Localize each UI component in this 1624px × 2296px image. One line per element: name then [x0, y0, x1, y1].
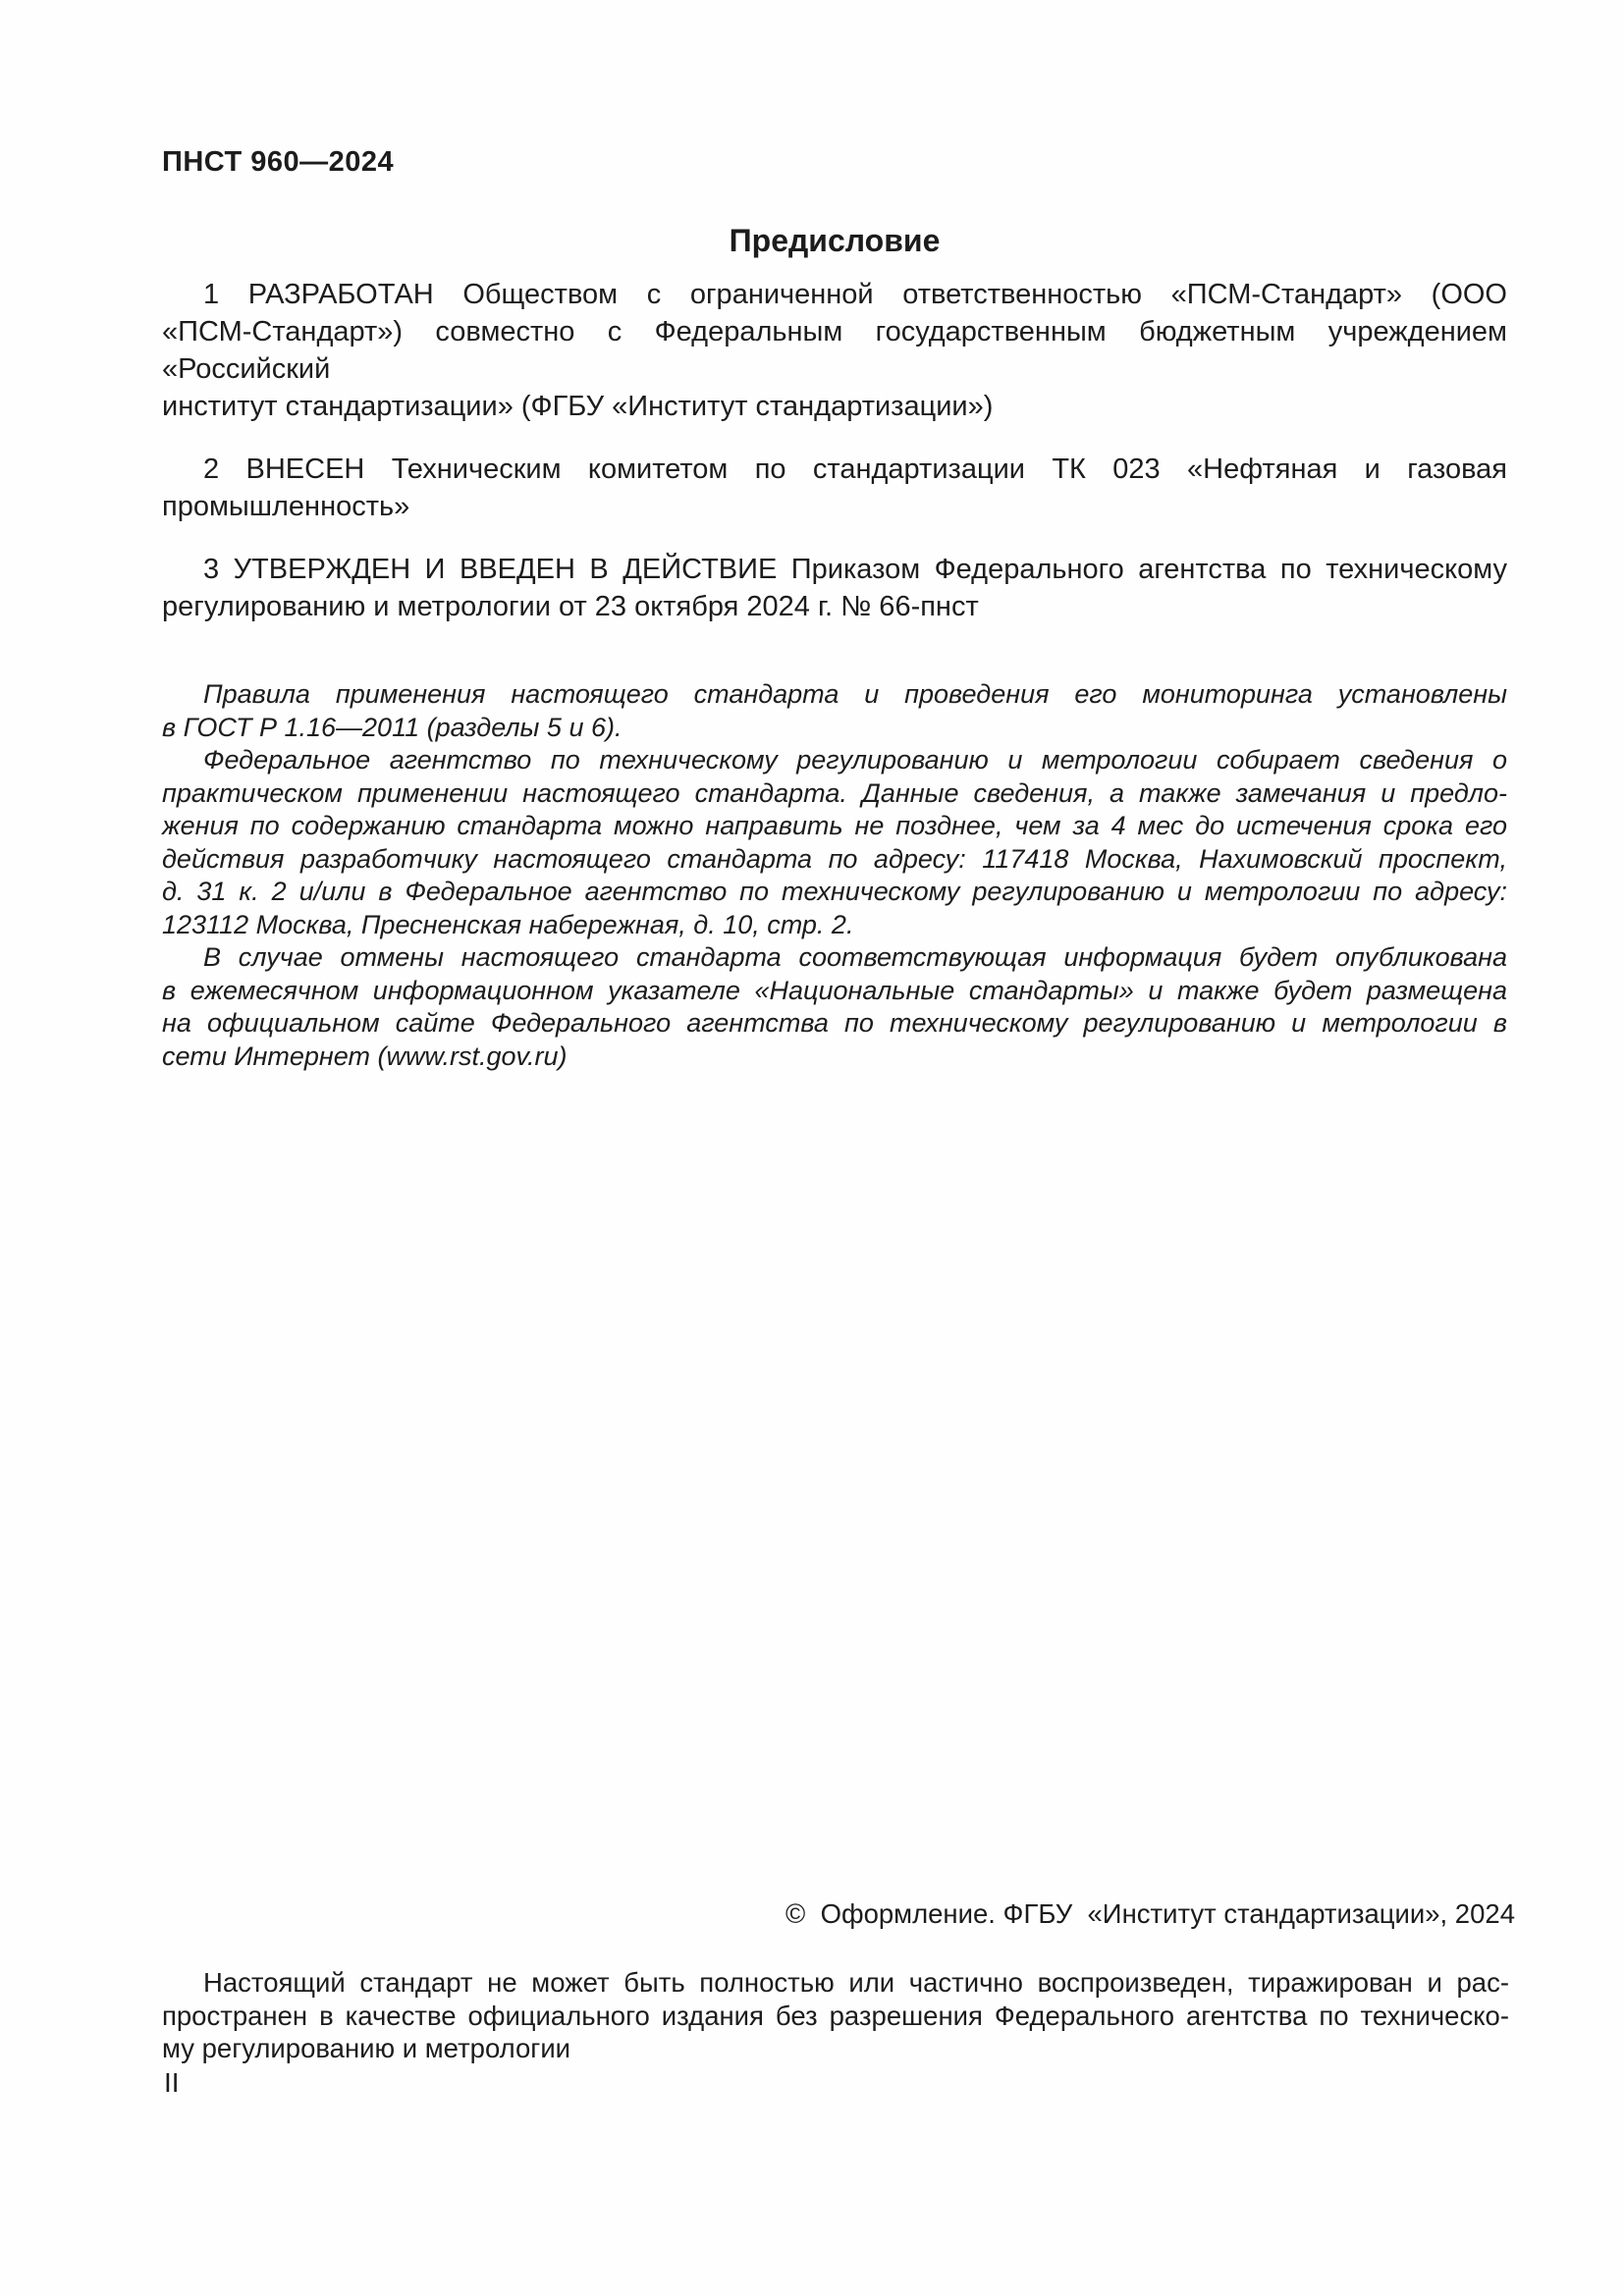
text-line: «ПСМ-Стандарт») совместно с Федеральным государственным бюджетным учреждением «Российский [162, 316, 1507, 385]
text-line: действия разработчику настоящего стандарта по адресу: 117418 Москва, Нахимовский проспект, [162, 843, 1507, 874]
paragraph [162, 551, 1507, 625]
text-line: 3 УТВЕРЖДЕН И ВВЕДЕН В ДЕЙСТВИЕ Приказом Федерального агентства по техническому [203, 554, 1507, 585]
text-line: Правила применения настоящего стандарта и проведения его мониторинга установлены [203, 679, 1507, 709]
text-line: институт стандартизации» (ФГБУ «Институт стандартизации») [162, 391, 994, 422]
text-line: 2 ВНЕСЕН Техническим комитетом по стандартизации ТК 023 «Нефтяная и газовая [203, 454, 1507, 485]
text-line: в ежемесячном информационном указателе «Национальные стандарты» и также будет размещена [162, 975, 1507, 1005]
document-code: ПНСТ 960—2024 [162, 146, 395, 178]
text-line: 1 РАЗРАБОТАН Обществом с ограниченной ответственностью «ПСМ-Стандарт» (ООО [203, 279, 1507, 310]
restriction-section [162, 1966, 1509, 2065]
text-line: 123112 Москва, Пресненская набережная, д. 10, стр. 2. [162, 909, 854, 939]
text-line: регулированию и метрологии от 23 октября 2024 г. № 66-пнст [162, 591, 979, 622]
copyright-line: © Оформление. ФГБУ «Институт стандартизации», 2024 [785, 1898, 1515, 1929]
text-line: Настоящий стандарт не может быть полностью или частично воспроизведен, тиражирован и рас- [203, 1967, 1509, 1998]
text-line: му регулированию и метрологии [162, 2033, 571, 2063]
notice-section [162, 678, 1507, 1073]
text-line: сети Интернет (www.rst.gov.ru) [162, 1041, 568, 1071]
text-line: пространен в качестве официального издания без разрешения Федерального агентства по техническо- [162, 2000, 1509, 2031]
paragraph [162, 1966, 1509, 2065]
paragraph [162, 451, 1507, 525]
foreword-section [162, 276, 1507, 625]
paragraph [162, 678, 1507, 744]
paragraph [162, 941, 1507, 1073]
text-line: на официальном сайте Федерального агентства по техническому регулированию и метрологии в [162, 1008, 1507, 1038]
foreword-title: Предисловие [729, 223, 941, 258]
paragraph [162, 744, 1507, 941]
text-line: промышленность» [162, 491, 410, 522]
text-line: в ГОСТ Р 1.16—2011 (разделы 5 и 6). [162, 712, 623, 742]
text-line: практическом применении настоящего стандарта. Данные сведения, а также замечания и предло- [162, 777, 1507, 808]
page-number: II [164, 2067, 180, 2098]
paragraph [162, 276, 1507, 425]
text-line: В случае отмены настоящего стандарта соответствующая информация будет опубликована [203, 942, 1507, 972]
text-line: жения по содержанию стандарта можно направить не позднее, чем за 4 мес до истечения срока его [162, 811, 1507, 840]
text-line: д. 31 к. 2 и/или в Федеральное агентство по техническому регулированию и метрологии по адресу: [162, 877, 1507, 906]
text-line: Федеральное агентство по техническому регулированию и метрологии собирает сведения о [203, 745, 1507, 774]
